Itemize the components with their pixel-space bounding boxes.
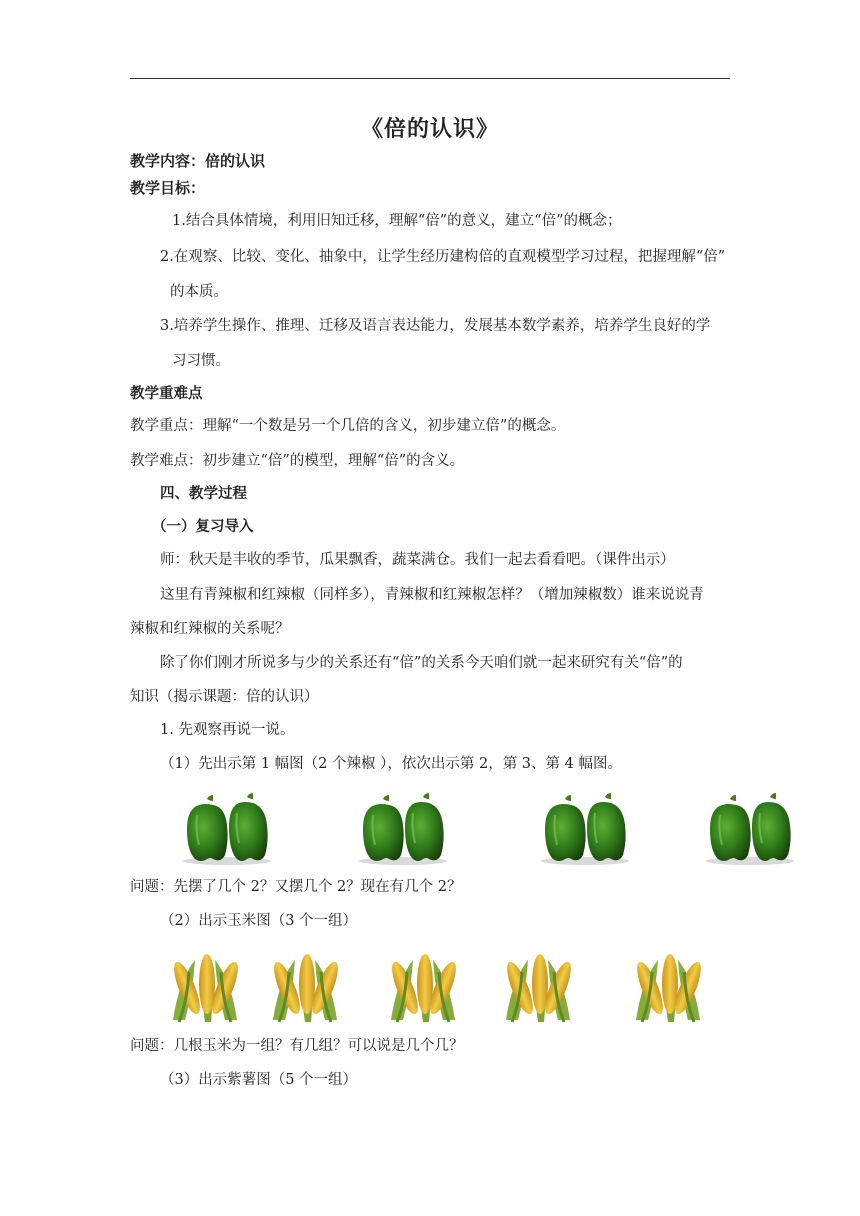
step-1-1: （1）先出示第 1 幅图（2 个辣椒 ），依次出示第 2，第 3、第 4 幅图。: [160, 756, 622, 772]
step-1: 1. 先观察再说一说。: [160, 722, 295, 738]
document-title: 《倍的认识》: [360, 117, 499, 142]
paragraph-3-line-1: 除了你们刚才所说多与少的关系还有“倍”的关系今天咱们就一起来研究有关“倍”的: [160, 655, 683, 671]
corn-image-4: [498, 950, 582, 1026]
question-1: 问题：先摆了几个 2？又摆几个 2？现在有几个 2？: [130, 879, 462, 895]
paragraph-2-line-1: 这里有青辣椒和红辣椒（同样多），青辣椒和红辣椒怎样？（增加辣椒数）谁来说说青: [160, 587, 704, 603]
pepper-image-4: [690, 793, 808, 867]
header-rule: [130, 78, 730, 79]
key-difficult-heading: 教学重难点: [130, 386, 203, 402]
corn-image-3: [383, 950, 467, 1026]
process-heading: 四、教学过程: [160, 486, 247, 502]
difficult-point: 教学难点：初步建立“倍”的模型，理解“倍”的含义。: [130, 453, 465, 469]
corn-image-2: [265, 950, 349, 1026]
paragraph-2-line-2: 辣椒和红辣椒的关系呢？: [130, 621, 290, 637]
pepper-image-2: [343, 793, 461, 867]
review-heading: （一）复习导入: [152, 519, 254, 535]
step-1-2: （2）出示玉米图（3 个一组）: [160, 913, 358, 929]
key-point: 教学重点：理解“一个数是另一个几倍的含义，初步建立倍”的概念。: [130, 418, 566, 434]
goals-heading: 教学目标：: [130, 179, 206, 197]
goal-3-line-1: 3.培养学生操作、推理、迁移及语言表达能力，发展基本数学素养，培养学生良好的学: [160, 318, 711, 334]
pepper-image-1: [167, 793, 285, 867]
goal-1: 1.结合具体情境，利用旧知迁移，理解“倍”的意义，建立“倍”的概念；: [172, 213, 622, 229]
paragraph-3-line-2: 知识（揭示课题：倍的认识）: [130, 689, 319, 705]
goal-2-line-1: 2.在观察、比较、变化、抽象中，让学生经历建构倍的直观模型学习过程，把握理解“倍”: [160, 249, 726, 265]
content-heading: 教学内容：倍的认识: [130, 152, 266, 170]
corn-image-1: [165, 950, 249, 1026]
goal-2-line-2: 的本质。: [170, 284, 228, 300]
goal-3-line-2: 习习惯。: [172, 353, 230, 369]
corn-image-5: [628, 950, 712, 1026]
step-1-3: （3）出示紫薯图（5 个一组）: [160, 1072, 358, 1088]
question-2: 问题：几根玉米为一组？有几组？可以说是几个几？: [130, 1038, 464, 1054]
pepper-image-3: [525, 793, 643, 867]
paragraph-1: 师：秋天是丰收的季节，瓜果飘香，蔬菜满仓。我们一起去看看吧。（课件出示）: [160, 552, 675, 568]
